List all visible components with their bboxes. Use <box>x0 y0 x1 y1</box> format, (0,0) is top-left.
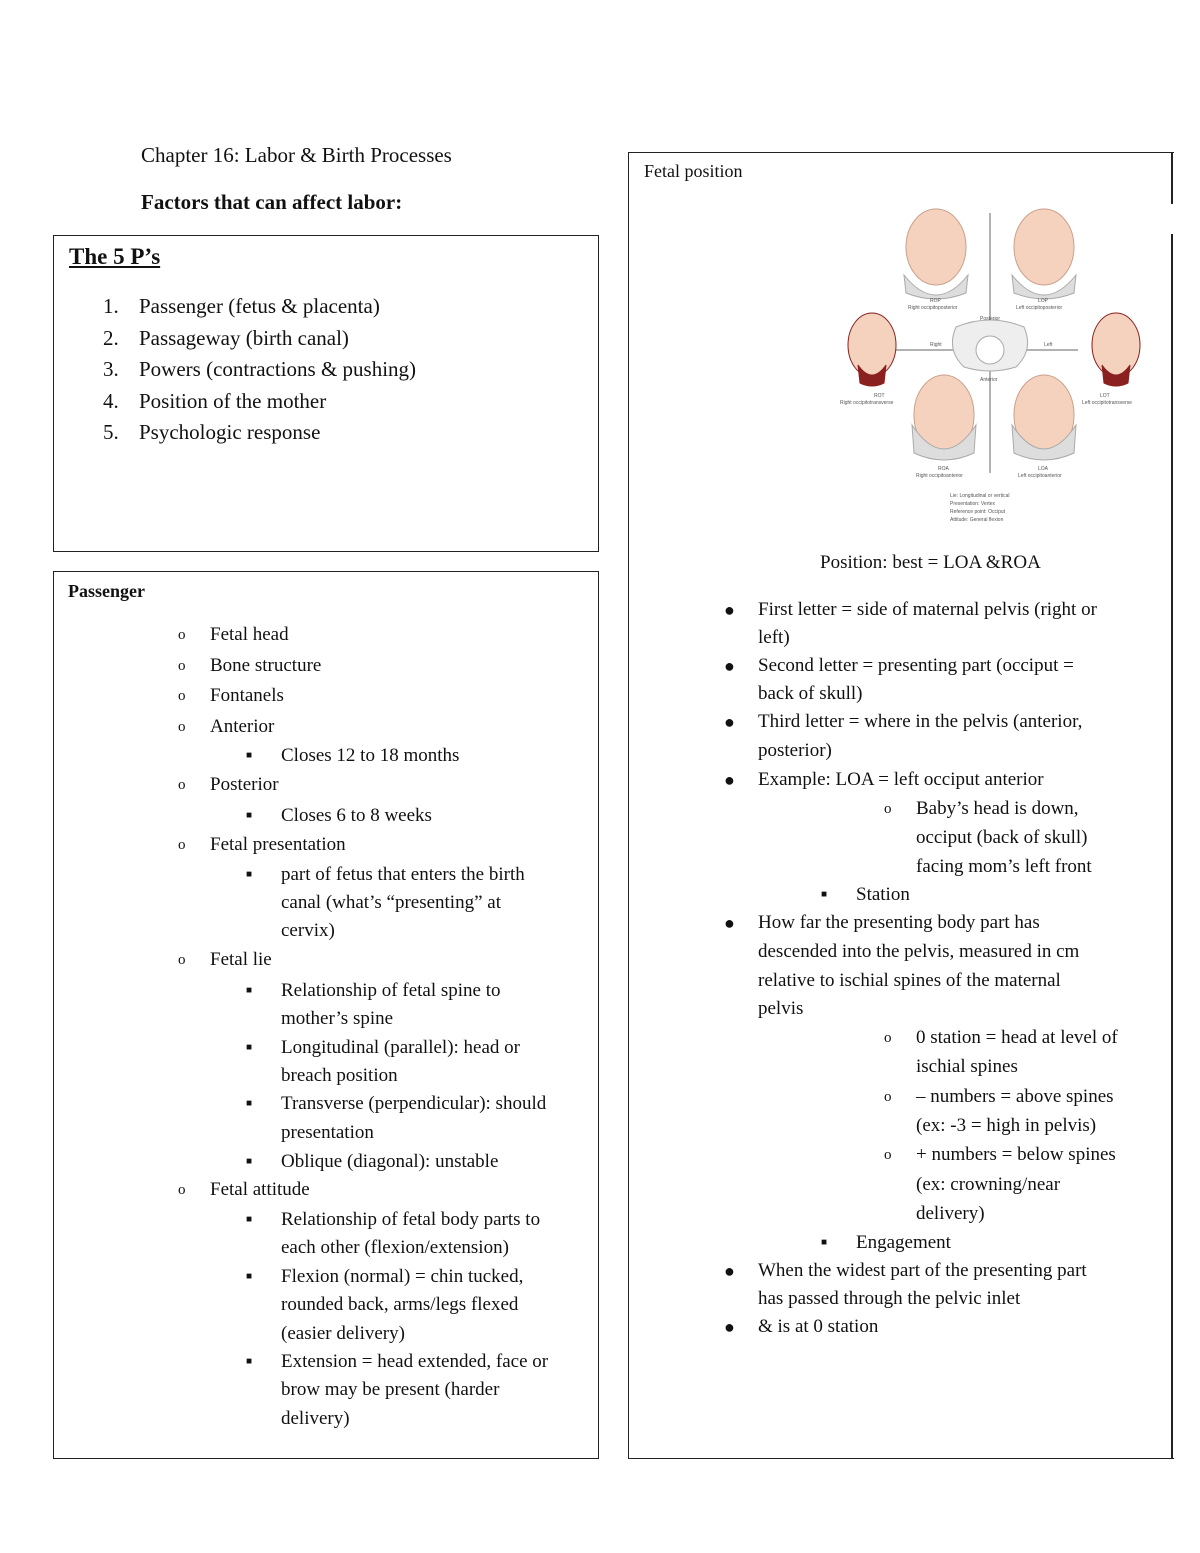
list-item: ● When the widest part of the presenting part <box>724 1260 1087 1281</box>
pelvis-center <box>952 320 1027 371</box>
factors-heading: Factors that can affect labor: <box>141 190 403 214</box>
list-item: o Fetal presentation <box>178 834 346 855</box>
list-item: o Baby’s head is down, <box>884 798 1079 819</box>
fetus-lop <box>1012 209 1076 299</box>
list-item: ■ Station <box>821 884 910 905</box>
list-item: o 0 station = head at level of <box>884 1027 1118 1048</box>
list-item: ● & is at 0 station <box>724 1316 879 1337</box>
fig-label: Right occipitotransverse <box>840 400 894 406</box>
five-ps-title: The 5 P’s <box>69 244 161 269</box>
chapter-title: Chapter 16: Labor & Birth Processes <box>141 143 452 167</box>
fetal-position-title: Fetal position <box>644 161 743 181</box>
list-item: 3. Powers (contractions & pushing) <box>103 357 417 381</box>
fig-label: Lie: Longitudinal or vertical <box>950 493 1010 499</box>
list-item: 1. Passenger (fetus & placenta) <box>103 294 380 318</box>
list-item-continuation: back of skull) <box>758 683 863 704</box>
list-item-continuation: (easier delivery) <box>281 1323 405 1344</box>
fig-label: Left occipitoanterior <box>1018 473 1062 479</box>
fig-label: ROP <box>930 298 941 304</box>
list-item: 5. Psychologic response <box>103 420 321 444</box>
list-item-continuation: has passed through the pelvic inlet <box>758 1288 1021 1309</box>
list-item: ■ Relationship of fetal body parts to <box>246 1209 541 1230</box>
fig-label: Right <box>930 342 942 348</box>
list-item: ■ Closes 6 to 8 weeks <box>246 805 432 826</box>
list-item: ■ Flexion (normal) = chin tucked, <box>246 1266 524 1287</box>
list-item-continuation: mother’s spine <box>281 1008 394 1029</box>
list-item: o Fetal lie <box>178 949 272 970</box>
list-item-continuation: (ex: -3 = high in pelvis) <box>916 1115 1097 1136</box>
list-item: o Posterior <box>178 774 279 795</box>
fig-label: ROA <box>938 466 949 472</box>
list-item: ■ Longitudinal (parallel): head or <box>246 1037 520 1058</box>
list-item-continuation: relative to ischial spines of the maternal <box>758 970 1061 991</box>
fetus-loa <box>1012 375 1076 460</box>
fig-label: Right occipitoposterior <box>908 305 958 311</box>
position-caption: Position: best = LOA &ROA <box>820 552 1041 573</box>
fig-label: Left occipitoposterior <box>1016 305 1063 311</box>
list-item-continuation: (ex: crowning/near <box>916 1174 1061 1195</box>
list-item-continuation: posterior) <box>758 740 832 761</box>
list-item: ● Second letter = presenting part (occiput = <box>724 655 1074 676</box>
list-item: o Anterior <box>178 716 275 737</box>
fig-label: Posterior <box>980 316 1001 322</box>
fetus-rot <box>848 313 896 386</box>
list-item: ● Third letter = where in the pelvis (anterior, <box>724 711 1083 732</box>
list-item: ■ Extension = head extended, face or <box>246 1351 549 1372</box>
list-item: ■ Relationship of fetal spine to <box>246 980 501 1001</box>
fetus-rop <box>904 209 968 299</box>
box-border <box>1171 152 1173 1459</box>
box-border-gap <box>1171 204 1175 234</box>
list-item: ■ part of fetus that enters the birth <box>246 864 525 885</box>
list-item-continuation: breach position <box>281 1065 398 1086</box>
list-item-continuation: delivery) <box>281 1408 350 1429</box>
list-item-continuation: pelvis <box>758 998 804 1019</box>
fig-label: LOP <box>1038 298 1049 304</box>
list-item: ● How far the presenting body part has <box>724 912 1040 933</box>
list-item-continuation: cervix) <box>281 920 335 941</box>
fig-label: LOT <box>1100 393 1110 399</box>
list-item: o – numbers = above spines <box>884 1086 1114 1107</box>
fig-label: Presentation: Vertex <box>950 501 996 507</box>
fetal-position-diagram <box>838 205 1156 545</box>
list-item: o + numbers = below spines <box>884 1144 1116 1165</box>
fig-label: Attitude: General flexion <box>950 517 1004 523</box>
fig-label: Anterior <box>980 377 998 383</box>
list-item: 4. Position of the mother <box>103 388 327 413</box>
fig-label: ROT <box>874 393 885 399</box>
fig-label: Reference point: Occiput <box>950 509 1006 515</box>
list-item-continuation: descended into the pelvis, measured in cm <box>758 941 1080 962</box>
list-item-continuation: ischial spines <box>916 1056 1018 1077</box>
list-item-continuation: presentation <box>281 1122 374 1143</box>
fig-label: Right occipitoanterior <box>916 473 963 479</box>
list-item: o Fetal head <box>178 624 289 645</box>
list-item-continuation: left) <box>758 627 790 648</box>
list-item-continuation: each other (flexion/extension) <box>281 1237 509 1258</box>
list-item: o Bone structure <box>178 655 322 676</box>
fetus-lot <box>1092 313 1140 386</box>
list-item: 2. Passageway (birth canal) <box>103 325 349 350</box>
list-item: o Fetal attitude <box>178 1179 310 1200</box>
list-item-continuation: facing mom’s left front <box>916 856 1092 877</box>
list-item-continuation: rounded back, arms/legs flexed <box>281 1294 519 1315</box>
five-ps-list <box>103 294 416 452</box>
passenger-title: Passenger <box>68 581 145 601</box>
fetus-roa <box>912 375 976 460</box>
list-item-continuation: occiput (back of skull) <box>916 827 1088 848</box>
list-item: ■ Engagement <box>821 1232 951 1253</box>
list-item: ■ Transverse (perpendicular): should <box>246 1093 547 1114</box>
list-item: ● First letter = side of maternal pelvis (right or <box>724 599 1097 620</box>
fig-label: Left <box>1044 342 1053 348</box>
list-item-continuation: brow may be present (harder <box>281 1379 500 1400</box>
list-item: ■ Oblique (diagonal): unstable <box>246 1151 499 1172</box>
fig-label: LOA <box>1038 466 1049 472</box>
list-item: o Fontanels <box>178 685 284 706</box>
list-item-continuation: delivery) <box>916 1203 985 1224</box>
list-item: ● Example: LOA = left occiput anterior <box>724 769 1044 790</box>
fig-label: Left occipitotransverse <box>1082 400 1133 406</box>
list-item: ■ Closes 12 to 18 months <box>246 745 460 766</box>
list-item-continuation: canal (what’s “presenting” at <box>281 892 501 913</box>
